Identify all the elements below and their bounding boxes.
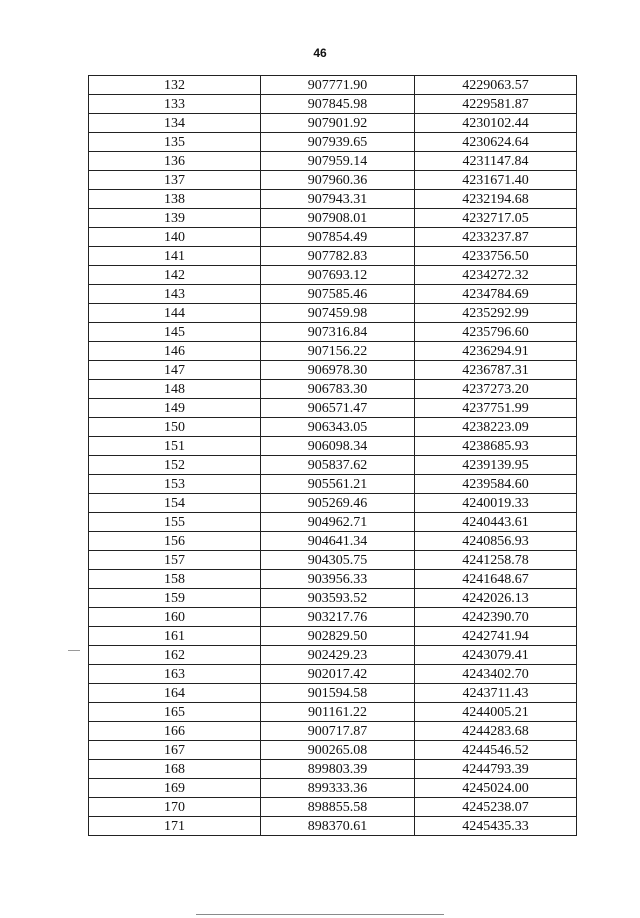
point-number-cell: 163 [89, 665, 261, 684]
point-number-cell: 132 [89, 76, 261, 95]
x-coordinate-cell: 907854.49 [261, 228, 415, 247]
point-number-cell: 138 [89, 190, 261, 209]
x-coordinate-cell: 903956.33 [261, 570, 415, 589]
table-row [89, 627, 577, 646]
table-row [89, 228, 577, 247]
table-row [89, 437, 577, 456]
x-coordinate-cell: 898855.58 [261, 798, 415, 817]
x-coordinate-cell: 906098.34 [261, 437, 415, 456]
point-number-cell: 143 [89, 285, 261, 304]
x-coordinate-cell: 907901.92 [261, 114, 415, 133]
table-row [89, 570, 577, 589]
y-coordinate-cell: 4243711.43 [415, 684, 577, 703]
y-coordinate-cell: 4230624.64 [415, 133, 577, 152]
y-coordinate-cell: 4232717.05 [415, 209, 577, 228]
y-coordinate-cell: 4232194.68 [415, 190, 577, 209]
y-coordinate-cell: 4231671.40 [415, 171, 577, 190]
point-number-cell: 142 [89, 266, 261, 285]
x-coordinate-cell: 899803.39 [261, 760, 415, 779]
point-number-cell: 160 [89, 608, 261, 627]
table-row [89, 209, 577, 228]
table-row [89, 171, 577, 190]
x-coordinate-cell: 903217.76 [261, 608, 415, 627]
point-number-cell: 157 [89, 551, 261, 570]
x-coordinate-cell: 902017.42 [261, 665, 415, 684]
table-row [89, 703, 577, 722]
point-number-cell: 171 [89, 817, 261, 836]
x-coordinate-cell: 900717.87 [261, 722, 415, 741]
point-number-cell: 141 [89, 247, 261, 266]
point-number-cell: 153 [89, 475, 261, 494]
y-coordinate-cell: 4242390.70 [415, 608, 577, 627]
x-coordinate-cell: 905837.62 [261, 456, 415, 475]
table-row [89, 190, 577, 209]
y-coordinate-cell: 4237751.99 [415, 399, 577, 418]
point-number-cell: 148 [89, 380, 261, 399]
y-coordinate-cell: 4245024.00 [415, 779, 577, 798]
bottom-rule [196, 914, 444, 915]
y-coordinate-cell: 4243402.70 [415, 665, 577, 684]
y-coordinate-cell: 4239584.60 [415, 475, 577, 494]
table-row [89, 684, 577, 703]
x-coordinate-cell: 907782.83 [261, 247, 415, 266]
point-number-cell: 164 [89, 684, 261, 703]
table-row [89, 76, 577, 95]
point-number-cell: 162 [89, 646, 261, 665]
x-coordinate-cell: 900265.08 [261, 741, 415, 760]
y-coordinate-cell: 4233756.50 [415, 247, 577, 266]
x-coordinate-cell: 906783.30 [261, 380, 415, 399]
table-row [89, 152, 577, 171]
x-coordinate-cell: 907960.36 [261, 171, 415, 190]
x-coordinate-cell: 905269.46 [261, 494, 415, 513]
y-coordinate-cell: 4234272.32 [415, 266, 577, 285]
y-coordinate-cell: 4243079.41 [415, 646, 577, 665]
x-coordinate-cell: 907585.46 [261, 285, 415, 304]
point-number-cell: 144 [89, 304, 261, 323]
table-row [89, 760, 577, 779]
y-coordinate-cell: 4229581.87 [415, 95, 577, 114]
table-row [89, 266, 577, 285]
x-coordinate-cell: 907943.31 [261, 190, 415, 209]
y-coordinate-cell: 4238223.09 [415, 418, 577, 437]
table-row [89, 133, 577, 152]
y-coordinate-cell: 4235796.60 [415, 323, 577, 342]
point-number-cell: 169 [89, 779, 261, 798]
y-coordinate-cell: 4233237.87 [415, 228, 577, 247]
x-coordinate-cell: 902429.23 [261, 646, 415, 665]
table-row [89, 323, 577, 342]
point-number-cell: 166 [89, 722, 261, 741]
y-coordinate-cell: 4236787.31 [415, 361, 577, 380]
table-row [89, 304, 577, 323]
x-coordinate-cell: 901594.58 [261, 684, 415, 703]
table-row [89, 589, 577, 608]
table-row [89, 798, 577, 817]
table-row [89, 247, 577, 266]
point-number-cell: 147 [89, 361, 261, 380]
x-coordinate-cell: 905561.21 [261, 475, 415, 494]
table-row [89, 361, 577, 380]
point-number-cell: 168 [89, 760, 261, 779]
table-row [89, 380, 577, 399]
table-row [89, 741, 577, 760]
x-coordinate-cell: 899333.36 [261, 779, 415, 798]
table-row [89, 513, 577, 532]
table-row [89, 817, 577, 836]
point-number-cell: 134 [89, 114, 261, 133]
y-coordinate-cell: 4244283.68 [415, 722, 577, 741]
y-coordinate-cell: 4242026.13 [415, 589, 577, 608]
table-row [89, 608, 577, 627]
coordinates-table-body [89, 76, 577, 836]
point-number-cell: 137 [89, 171, 261, 190]
table-row [89, 551, 577, 570]
table-row [89, 418, 577, 437]
y-coordinate-cell: 4240443.61 [415, 513, 577, 532]
x-coordinate-cell: 907771.90 [261, 76, 415, 95]
table-row [89, 722, 577, 741]
x-coordinate-cell: 903593.52 [261, 589, 415, 608]
point-number-cell: 150 [89, 418, 261, 437]
point-number-cell: 145 [89, 323, 261, 342]
table-row [89, 114, 577, 133]
x-coordinate-cell: 907459.98 [261, 304, 415, 323]
y-coordinate-cell: 4244793.39 [415, 760, 577, 779]
x-coordinate-cell: 906343.05 [261, 418, 415, 437]
table-row [89, 285, 577, 304]
point-number-cell: 152 [89, 456, 261, 475]
y-coordinate-cell: 4242741.94 [415, 627, 577, 646]
table-row [89, 456, 577, 475]
table-row [89, 95, 577, 114]
point-number-cell: 151 [89, 437, 261, 456]
y-coordinate-cell: 4235292.99 [415, 304, 577, 323]
point-number-cell: 146 [89, 342, 261, 361]
x-coordinate-cell: 904305.75 [261, 551, 415, 570]
table-row [89, 475, 577, 494]
y-coordinate-cell: 4234784.69 [415, 285, 577, 304]
x-coordinate-cell: 898370.61 [261, 817, 415, 836]
table-row [89, 342, 577, 361]
y-coordinate-cell: 4237273.20 [415, 380, 577, 399]
point-number-cell: 149 [89, 399, 261, 418]
x-coordinate-cell: 907845.98 [261, 95, 415, 114]
x-coordinate-cell: 907693.12 [261, 266, 415, 285]
point-number-cell: 154 [89, 494, 261, 513]
table-row [89, 399, 577, 418]
point-number-cell: 135 [89, 133, 261, 152]
point-number-cell: 170 [89, 798, 261, 817]
y-coordinate-cell: 4239139.95 [415, 456, 577, 475]
y-coordinate-cell: 4245238.07 [415, 798, 577, 817]
x-coordinate-cell: 907156.22 [261, 342, 415, 361]
y-coordinate-cell: 4238685.93 [415, 437, 577, 456]
x-coordinate-cell: 907939.65 [261, 133, 415, 152]
coordinates-table [88, 75, 577, 836]
point-number-cell: 158 [89, 570, 261, 589]
point-number-cell: 139 [89, 209, 261, 228]
point-number-cell: 156 [89, 532, 261, 551]
x-coordinate-cell: 907908.01 [261, 209, 415, 228]
point-number-cell: 133 [89, 95, 261, 114]
x-coordinate-cell: 907959.14 [261, 152, 415, 171]
point-number-cell: 159 [89, 589, 261, 608]
point-number-cell: 140 [89, 228, 261, 247]
y-coordinate-cell: 4229063.57 [415, 76, 577, 95]
point-number-cell: 136 [89, 152, 261, 171]
point-number-cell: 161 [89, 627, 261, 646]
y-coordinate-cell: 4244546.52 [415, 741, 577, 760]
table-row [89, 494, 577, 513]
x-coordinate-cell: 907316.84 [261, 323, 415, 342]
y-coordinate-cell: 4230102.44 [415, 114, 577, 133]
x-coordinate-cell: 904641.34 [261, 532, 415, 551]
y-coordinate-cell: 4241258.78 [415, 551, 577, 570]
margin-mark [68, 650, 80, 651]
page-number: 46 [313, 46, 327, 60]
point-number-cell: 155 [89, 513, 261, 532]
table-row [89, 532, 577, 551]
y-coordinate-cell: 4240019.33 [415, 494, 577, 513]
y-coordinate-cell: 4240856.93 [415, 532, 577, 551]
y-coordinate-cell: 4236294.91 [415, 342, 577, 361]
table-row [89, 779, 577, 798]
point-number-cell: 165 [89, 703, 261, 722]
table-row [89, 665, 577, 684]
x-coordinate-cell: 906571.47 [261, 399, 415, 418]
y-coordinate-cell: 4241648.67 [415, 570, 577, 589]
x-coordinate-cell: 902829.50 [261, 627, 415, 646]
y-coordinate-cell: 4231147.84 [415, 152, 577, 171]
table-row [89, 646, 577, 665]
point-number-cell: 167 [89, 741, 261, 760]
x-coordinate-cell: 906978.30 [261, 361, 415, 380]
y-coordinate-cell: 4245435.33 [415, 817, 577, 836]
x-coordinate-cell: 904962.71 [261, 513, 415, 532]
y-coordinate-cell: 4244005.21 [415, 703, 577, 722]
x-coordinate-cell: 901161.22 [261, 703, 415, 722]
